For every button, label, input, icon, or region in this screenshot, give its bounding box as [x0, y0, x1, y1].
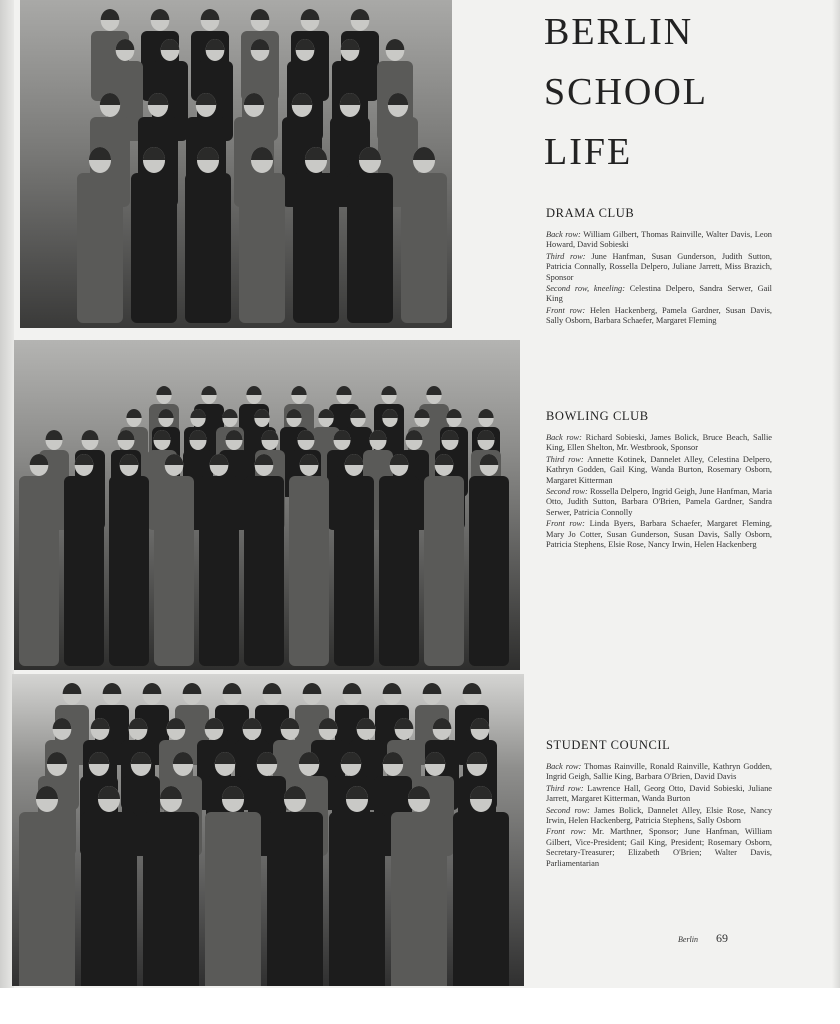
roster-row: Back row: Richard Sobieski, James Bolick, Bruce Beach, Sallie King, Ellen Shelton, Mr. Westbrook, Sponsor — [546, 433, 773, 453]
roster-row: Second row: James Bolick, Dannelet Alley, Elsie Rose, Nancy Irwin, Helen Hackenberg, Patricia Stephens, Sally Osborn — [546, 805, 773, 826]
person-body — [379, 476, 419, 666]
person-hair — [381, 386, 396, 395]
person-hair — [251, 9, 270, 20]
person-body — [64, 476, 104, 666]
roster-row: Back row: William Gilbert, Thomas Rainville, Walter Davis, Leon Howard, David Sobieski — [546, 230, 772, 250]
person-hair — [263, 683, 282, 694]
person-body — [81, 812, 137, 986]
person-body — [77, 173, 123, 323]
person-body — [347, 173, 393, 323]
person-body — [329, 812, 385, 986]
person-hair — [223, 683, 242, 694]
person-hair — [478, 409, 493, 418]
student-council-roster — [546, 762, 772, 870]
person-body — [267, 812, 323, 986]
bowling-club-photo — [14, 340, 520, 670]
scan-margin — [0, 988, 840, 1024]
roster-row: Third row: Annette Kotinek, Dannelet Alley, Celestina Delpero, Kathryn Godden, Gail King, Wanda Burton, Rosemary Osborn, Margaret Kitterman — [546, 454, 772, 485]
person-hair — [386, 39, 405, 50]
roster-row: Front row: Mr. Marthner, Sponsor; June Hanfman, William Gilbert, Vice-President; Gail King, President; Rosemary Osborn, Secretary-Treasurer; Elizabeth O'Brien; Walter Davis, Parliamentarian — [546, 827, 773, 868]
roster-row: Back row: Thomas Rainville, Ronald Rainville, Kathryn Godden, Ingrid Geigh, Sallie King, Barbara O'Brien, David Davis — [546, 762, 772, 782]
bowling-club-roster — [546, 433, 772, 551]
group-silhouettes — [12, 674, 524, 986]
person-hair — [103, 683, 122, 694]
person-body — [185, 173, 231, 323]
person-hair — [201, 386, 216, 395]
person-body — [469, 476, 509, 666]
roster-row: Second row: Rossella Delpero, Ingrid Geigh, June Hanfman, Maria Otto, Judith Sutton, Barbara O'Brien, Pamela Gardner, Sandra Serwer, Patricia Connolly — [546, 487, 772, 517]
person-hair — [143, 683, 162, 694]
person-body — [109, 476, 149, 666]
person-body — [19, 476, 59, 666]
person-body — [205, 812, 261, 986]
person-body — [334, 476, 374, 666]
person-body — [293, 173, 339, 323]
page-title — [544, 2, 804, 182]
person-body — [199, 476, 239, 666]
student-council-heading: STUDENT COUNCIL — [546, 738, 671, 752]
title-line: SCHOOL — [544, 71, 709, 113]
person-body — [424, 476, 464, 666]
person-hair — [426, 386, 441, 395]
drama-club-photo — [20, 0, 452, 328]
person-hair — [101, 9, 120, 20]
person-hair — [301, 9, 320, 20]
person-body — [239, 173, 285, 323]
person-hair — [151, 9, 170, 20]
person-hair — [303, 683, 322, 694]
person-hair — [46, 430, 63, 440]
page-edge-shadow — [832, 0, 840, 988]
roster-row: Front row: Linda Byers, Barbara Schaefer, Margaret Fleming, Mary Jo Cotter, Susan Gunderson, Susan Davis, Sally Osborn, Patricia Stephens, Elsie Rose, Nancy Irwin, Helen Hackenberg — [546, 519, 773, 550]
person-body — [143, 812, 199, 986]
person-body — [19, 812, 75, 986]
roster-row: Front row: Helen Hackenberg, Pamela Gardner, Susan Davis, Sally Osborn, Barbara Schaefer, Margaret Fleming — [546, 305, 772, 326]
student-council-photo — [12, 674, 524, 986]
drama-club-heading: DRAMA CLUB — [546, 206, 635, 220]
person-hair — [183, 683, 202, 694]
person-hair — [222, 409, 237, 418]
page-folio — [678, 929, 728, 947]
person-hair — [383, 683, 402, 694]
person-hair — [126, 409, 141, 418]
person-body — [131, 173, 177, 323]
person-hair — [336, 386, 351, 395]
group-silhouettes — [14, 340, 520, 670]
person-hair — [291, 386, 306, 395]
person-body — [244, 476, 284, 666]
person-hair — [423, 683, 442, 694]
person-hair — [63, 683, 82, 694]
page-number: 69 — [716, 931, 728, 945]
roster-row: Third row: June Hanfman, Susan Gunderson, Judith Sutton, Patricia Connally, Rossella Delpero, Juliane Jarrett, Miss Brazich, Sponsor — [546, 251, 773, 282]
title-line: BERLIN — [544, 11, 694, 53]
title-line: LIFE — [544, 131, 633, 173]
person-hair — [201, 9, 220, 20]
person-body — [391, 812, 447, 986]
roster-row: Second row, kneeling: Celestina Delpero, Sandra Serwer, Gail King — [546, 284, 772, 304]
person-hair — [463, 683, 482, 694]
person-body — [154, 476, 194, 666]
group-silhouettes — [20, 0, 452, 328]
person-hair — [246, 386, 261, 395]
roster-row: Third row: Lawrence Hall, Georg Otto, David Sobieski, Juliane Jarrett, Margaret Kitterman, Wanda Burton — [546, 783, 772, 804]
folio-book-name: Berlin — [678, 935, 698, 944]
bowling-club-heading: BOWLING CLUB — [546, 409, 649, 423]
person-hair — [343, 683, 362, 694]
person-hair — [82, 430, 99, 440]
person-body — [453, 812, 509, 986]
person-body — [289, 476, 329, 666]
drama-club-roster — [546, 230, 772, 328]
person-hair — [351, 9, 370, 20]
person-hair — [156, 386, 171, 395]
person-body — [401, 173, 447, 323]
